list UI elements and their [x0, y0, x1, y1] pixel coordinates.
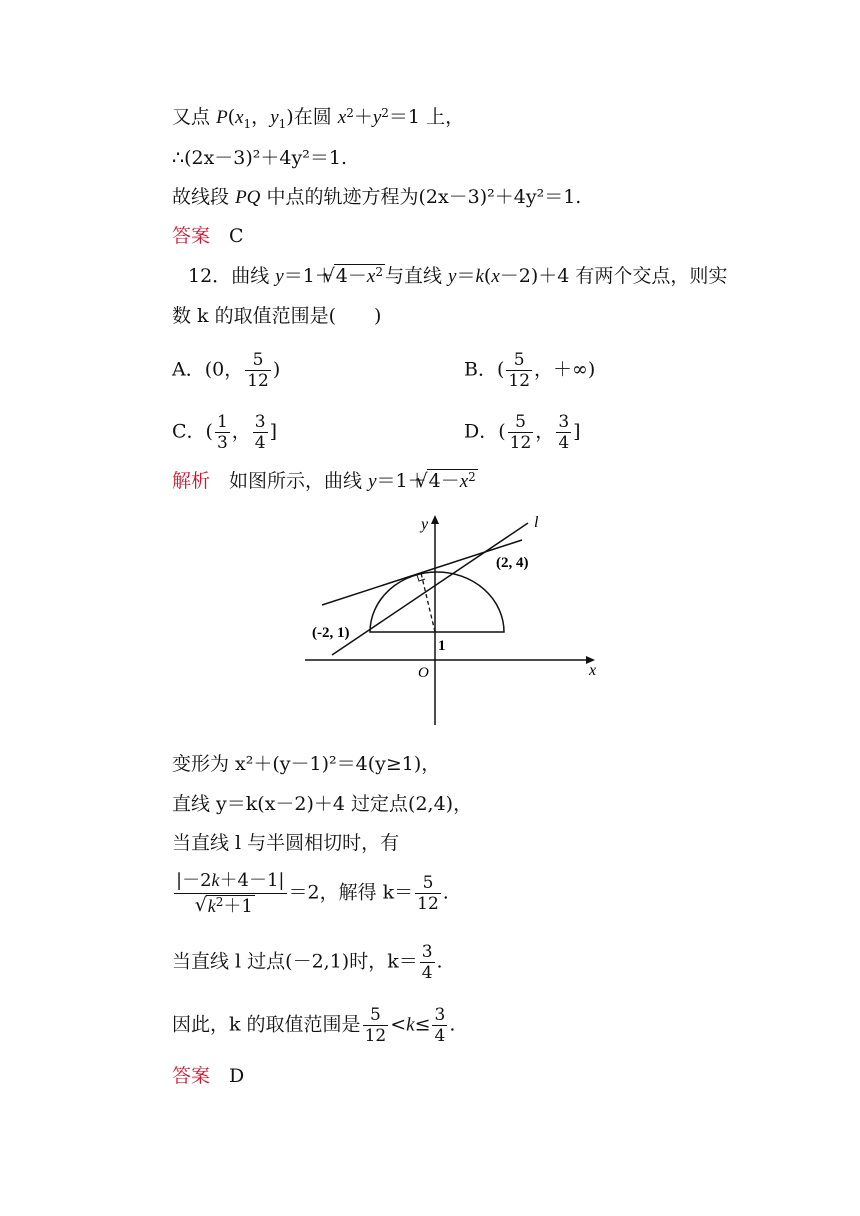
prev-line-3: 故线段 PQ 中点的轨迹方程为(2x－3)²＋4y²＝1. [172, 186, 582, 208]
question-line-2: 数 k 的取值范围是( ) [172, 305, 382, 327]
fig-label-point-m21: (-2, 1) [312, 625, 350, 641]
fig-label-l: l [534, 514, 539, 531]
solution-step-5: 当直线 l 过点(－2,1)时，k＝ $\frac{3}{4}$ . [172, 942, 443, 983]
question-line-1: 12．曲线 y＝1＋√ $4-x^2$ 与直线 y＝k(x－2)＋4 有两个交点，则实 [188, 262, 727, 291]
fig-label-x: x [589, 662, 597, 679]
solution-answer: 答案 D [172, 1065, 245, 1087]
fig-label-point-24: (2, 4) [496, 555, 529, 571]
solution-intro: 解析 如图所示，曲线 y＝1＋√ $4-x^2$ [172, 467, 478, 496]
option-a: A．(0， $\frac{5}{12}$ ) [172, 350, 281, 391]
option-b: B．( $\frac{5}{12}$ ，＋∞) [464, 350, 596, 391]
option-d: D．( $\frac{5}{12}$ ， $\frac{3}{4}$ ] [464, 412, 581, 453]
prev-answer: 答案 C [172, 225, 244, 247]
answer-label: 答案 [172, 1065, 211, 1087]
solution-step-6: 因此，k 的取值范围是 $\frac{5}{12}$ <k≤ $\frac{3}{4}$ . [172, 1005, 456, 1046]
prev-line-2: ∴(2x－3)²＋4y²＝1. [172, 147, 347, 169]
fig-label-y: y [421, 516, 429, 533]
fig-label-origin: O [418, 665, 429, 681]
solution-step-1: 变形为 x²＋(y－1)²＝4(y≥1)， [172, 753, 441, 775]
solution-step-3: 当直线 l 与半圆相切时，有 [172, 832, 400, 854]
solution-step-2: 直线 y＝k(x－2)＋4 过定点(2,4)， [172, 793, 473, 815]
answer-label: 答案 [172, 225, 211, 247]
solution-step-4: |－2k＋4－1| √ $k^2+1$ ＝2，解得 k＝ $\frac{5}{12}$ . [172, 868, 449, 919]
prev-line-1: 又点 $P(x_1$，$y_1$)在圆 $x^2+y^2=1$ 上， [172, 106, 465, 131]
option-c: C．( $\frac{1}{3}$ ， $\frac{3}{4}$ ] [172, 412, 278, 453]
solution-label: 解析 [172, 470, 211, 492]
fig-label-one: 1 [438, 638, 446, 654]
semicircle-figure [290, 505, 610, 730]
